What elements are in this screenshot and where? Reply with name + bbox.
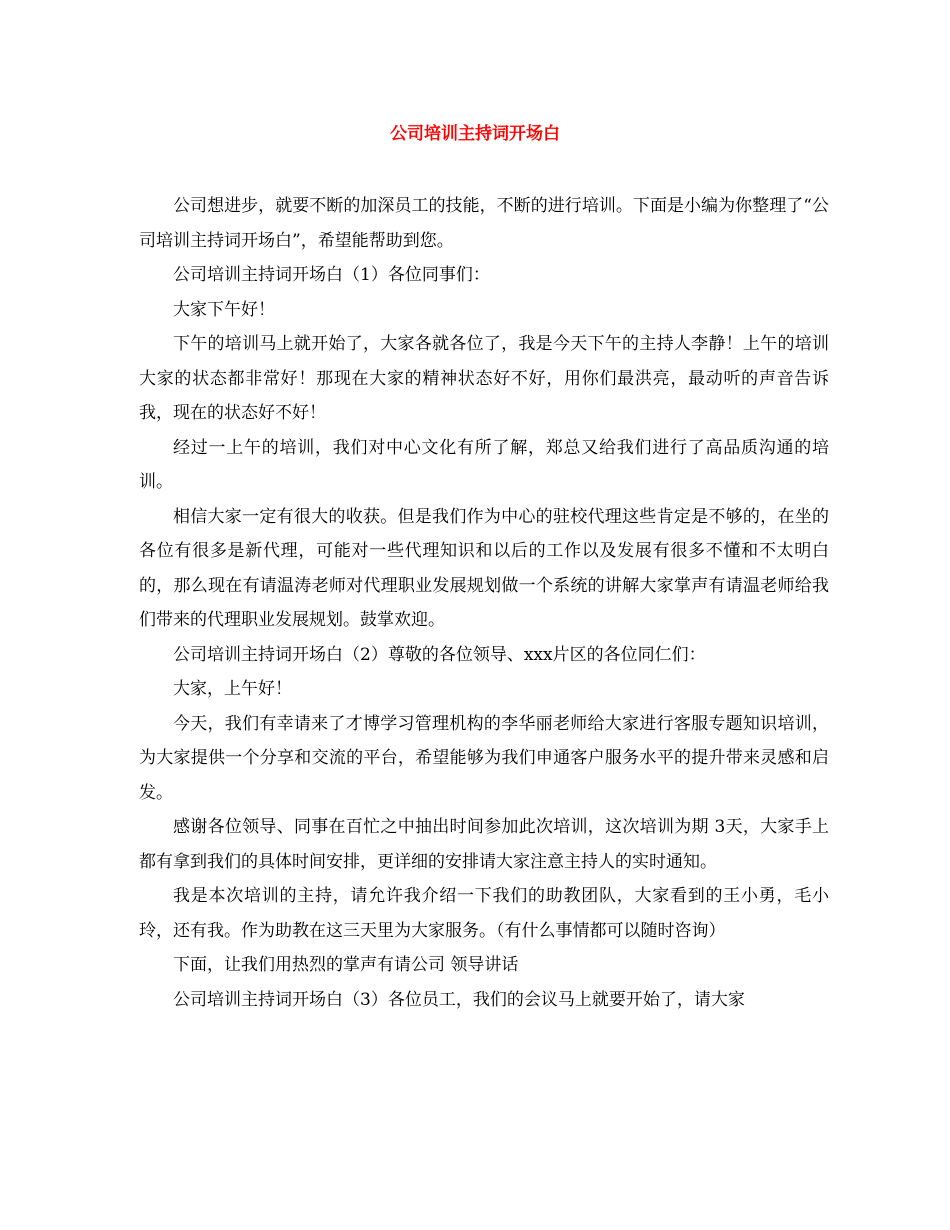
document-body [139, 189, 829, 1017]
paragraph-training-intro: 今天，我们有幸请来了才博学习管理机构的李华丽老师给大家进行客服专题知识培训，为大家提供一个分享和交流的平台，希望能够为我们申通客户服务水平的提升带来灵感和启发。 [139, 713, 829, 803]
paragraph-greeting-afternoon: 大家下午好！ [173, 299, 275, 320]
paragraph-greeting-morning: 大家，上午好！ [173, 679, 292, 699]
document-title: 公司培训主持词开场白 [390, 124, 560, 144]
paragraph-section-3-heading: 公司培训主持词开场白（3）各位员工，我们的会议马上就要开始了，请大家 [173, 989, 745, 1010]
paragraph-assistant-team: 我是本次培训的主持，请允许我介绍一下我们的助教团队，大家看到的王小勇，毛小玲，还有我。作为助教在这三天里为大家服务。（有什么事情都可以随时咨询） [139, 886, 829, 941]
paragraph-section-1-heading: 公司培训主持词开场白（1）各位同事们： [173, 265, 490, 285]
paragraph-speaker-invite: 相信大家一定有很大的收获。但是我们作为中心的驻校代理这些肯定是不够的，在坐的各位有很多是新代理，可能对一些代理知识和以后的工作以及发展有很多不懂和不太明白的，那么现在有请温涛老师对代理职业发展规划做一个系统的讲解大家掌声有请温老师给我们带来的代理职业发展规划。鼓掌欢迎。 [139, 506, 829, 630]
paragraph-leader-speech: 下面，让我们用热烈的掌声有请公司 领导讲话 [173, 955, 519, 975]
paragraph-host-intro: 下午的培训马上就开始了，大家各就各位了，我是今天下午的主持人李静！上午的培训大家的状态都非常好！那现在大家的精神状态好不好，用你们最洪亮，最动听的声音告诉我，现在的状态好不好！ [139, 334, 829, 423]
paragraph-morning-review: 经过一上午的培训，我们对中心文化有所了解，郑总又给我们进行了高品质沟通的培训。 [139, 437, 829, 492]
paragraph-thanks: 感谢各位领导、同事在百忙之中抽出时间参加此次培训，这次培训为期 3天，大家手上都有拿到我们的具体时间安排，更详细的安排请大家注意主持人的实时通知。 [139, 817, 829, 872]
paragraph-section-2-heading: 公司培训主持词开场白（2）尊敬的各位领导、xxx片区的各位同仁们： [173, 644, 706, 665]
paragraph-intro: 公司想进步，就要不断的加深员工的技能，不断的进行培训。下面是小编为你整理了“公司培训主持词开场白”，希望能帮助到您。 [139, 196, 829, 251]
